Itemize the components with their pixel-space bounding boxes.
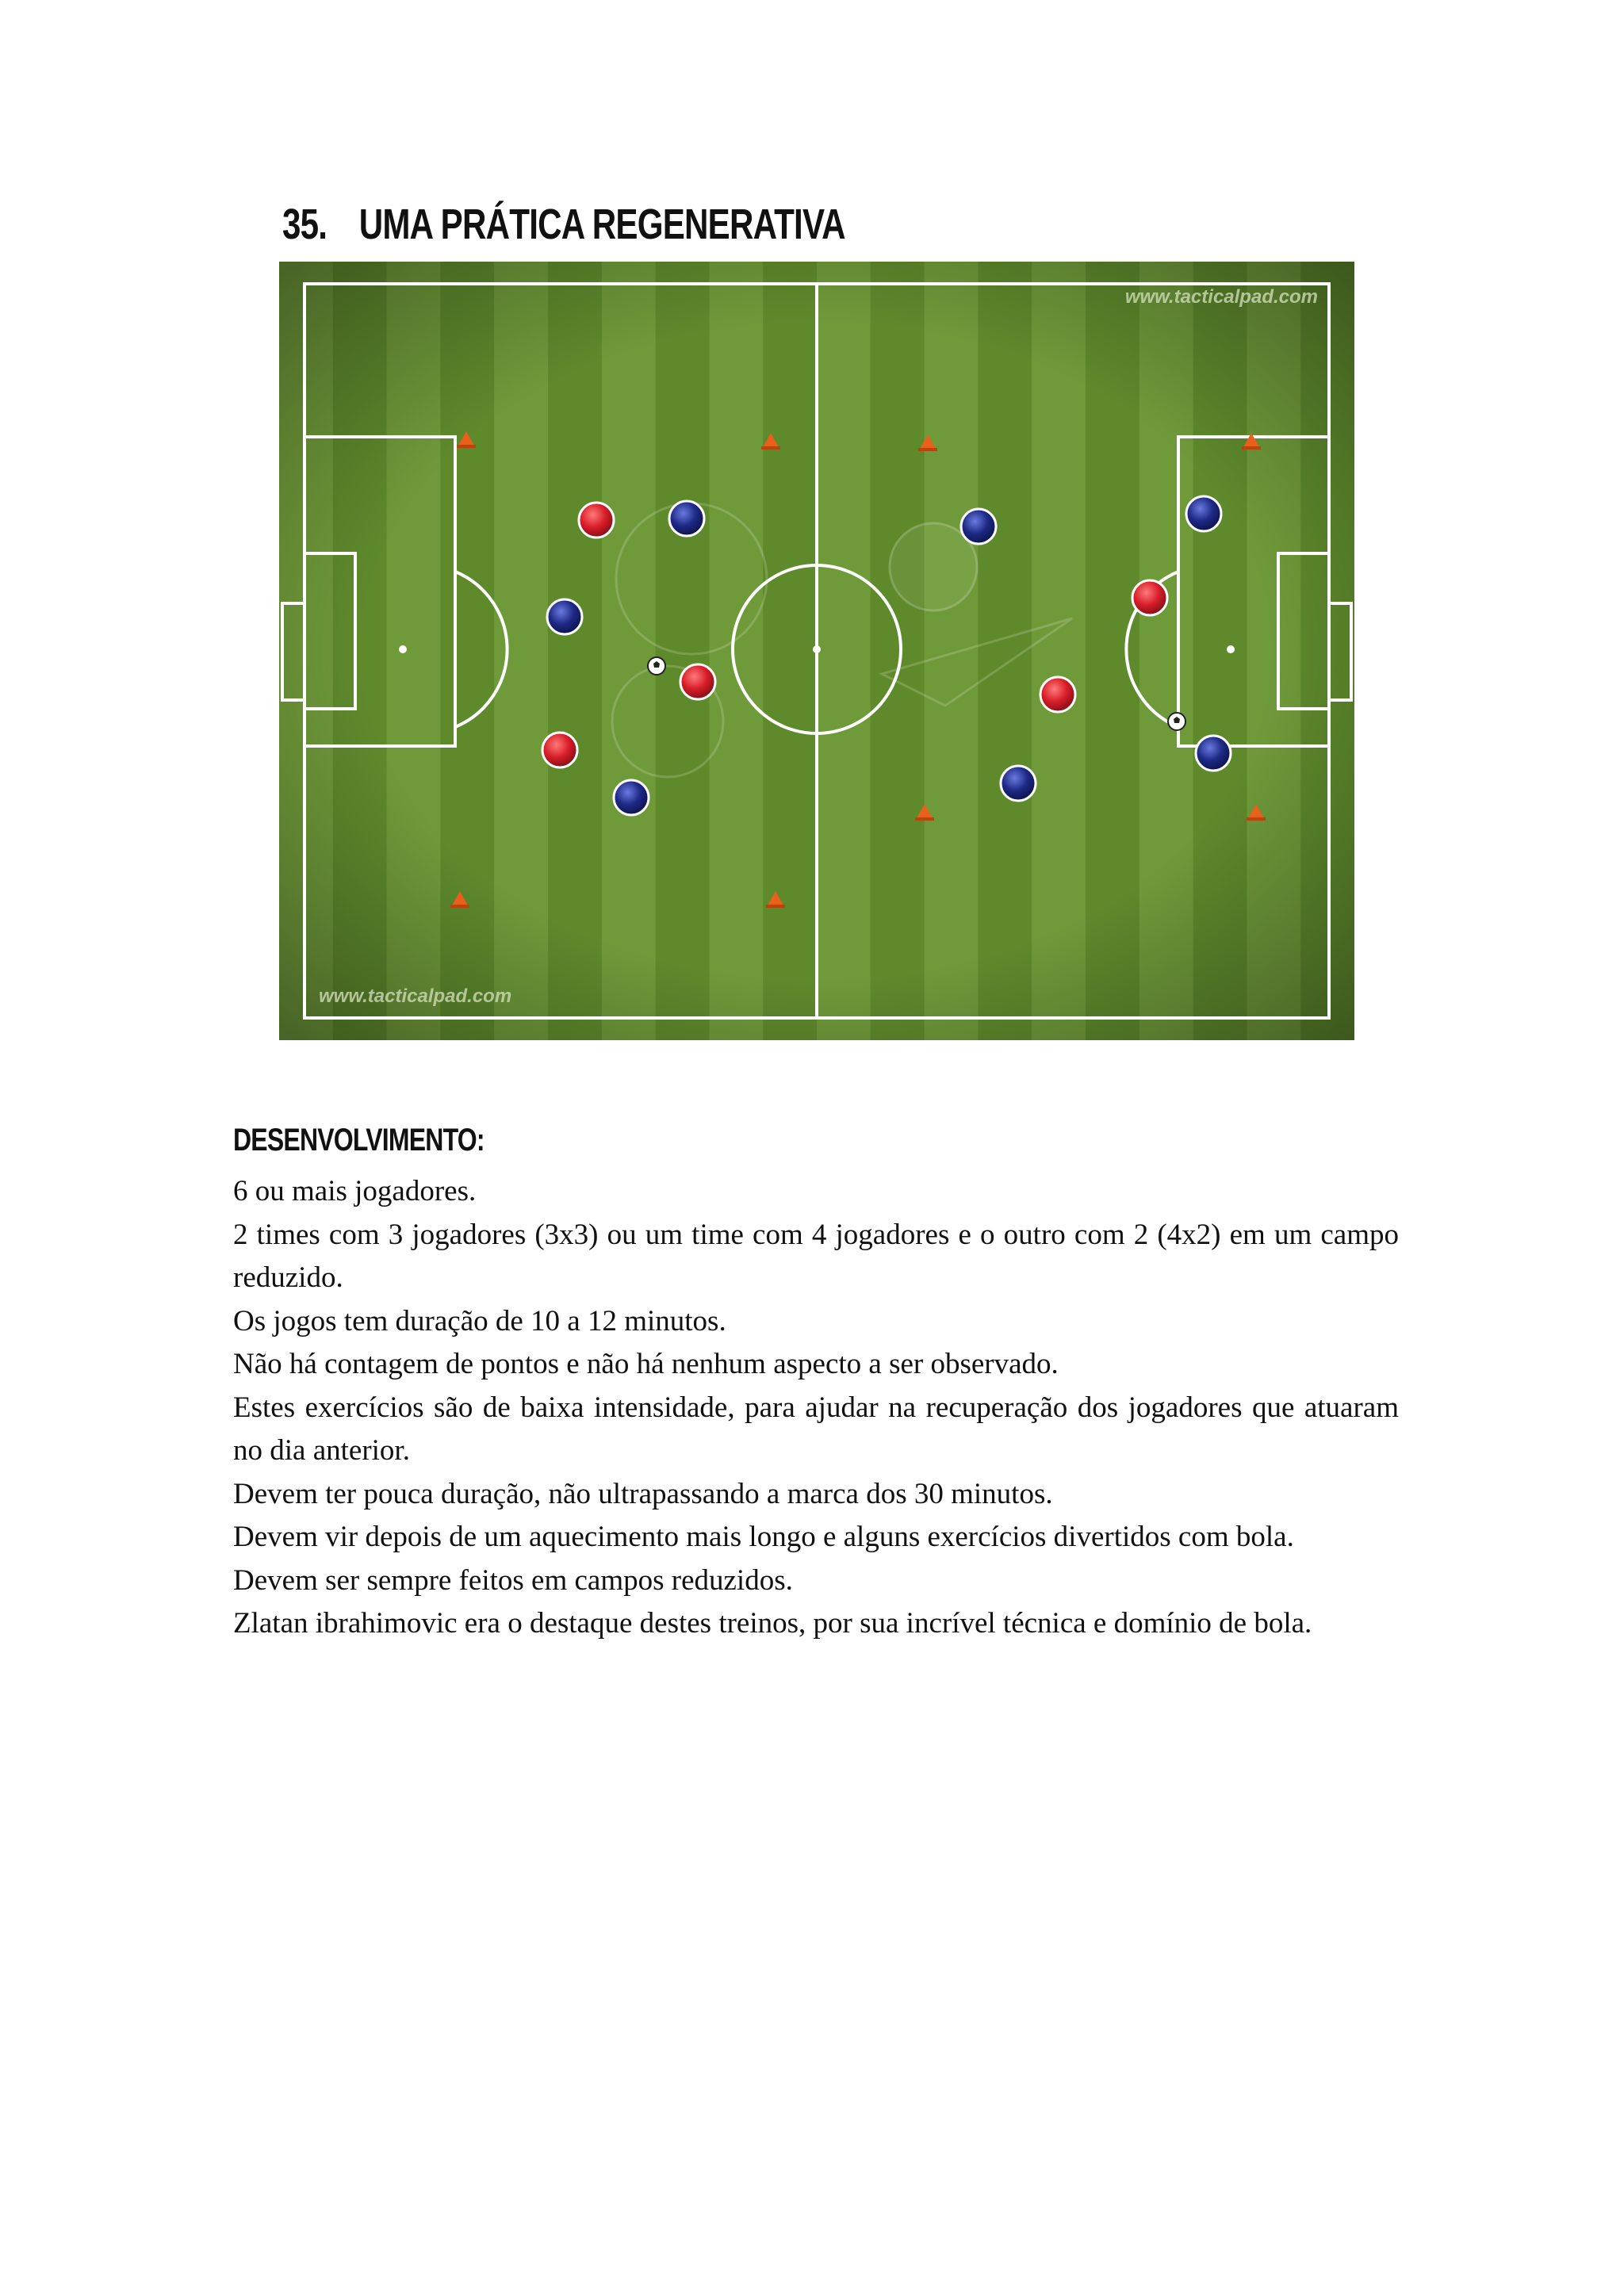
blue-player <box>1186 496 1221 531</box>
red-player <box>1132 580 1167 615</box>
tactical-pitch-diagram <box>279 262 1354 1040</box>
red-player <box>680 664 715 699</box>
section-body <box>233 1170 1399 1646</box>
penalty-spot-right <box>1227 645 1235 653</box>
blue-player <box>669 501 704 536</box>
paragraph: Devem ter pouca duração, não ultrapassando a marca dos 30 minutos. <box>233 1477 1053 1510</box>
paragraph: Não há contagem de pontos e não há nenhum aspecto a ser observado. <box>233 1348 1059 1380</box>
paragraph: 2 times com 3 jogadores (3x3) ou um time com 4 jogadores e o outro com 2 (4x2) em um campo reduzido. <box>233 1218 1399 1294</box>
ball <box>1168 713 1185 730</box>
section-number: 35. <box>282 201 327 248</box>
red-player <box>542 733 577 767</box>
paragraph: Devem ser sempre feitos em campos reduzidos. <box>233 1563 793 1597</box>
blue-player <box>1196 736 1231 771</box>
red-player <box>579 503 614 538</box>
paragraph: Estes exercícios são de baixa intensidade, para ajudar na recuperação dos jogadores que atuaram no dia anterior. <box>233 1391 1399 1467</box>
paragraph: Devem vir depois de um aquecimento mais longo e alguns exercícios divertidos com bola. <box>233 1521 1294 1553</box>
blue-player <box>1001 766 1036 801</box>
center-spot <box>813 645 821 653</box>
paragraph: 6 ou mais jogadores. <box>233 1175 477 1207</box>
blue-player <box>961 509 996 544</box>
red-player <box>1040 677 1075 712</box>
paragraph: Os jogos tem duração de 10 a 12 minutos. <box>233 1304 726 1337</box>
page-title <box>282 200 845 255</box>
penalty-spot-left <box>399 645 407 653</box>
title-text: UMA PRÁTICA REGENERATIVA <box>358 201 845 248</box>
paragraph: Zlatan ibrahimovic era o destaque destes treinos, por sua incrível técnica e domínio de bola. <box>233 1607 1312 1640</box>
blue-player <box>547 599 582 634</box>
watermark-top: www.tacticalpad.com <box>1124 286 1318 308</box>
section-heading: DESENVOLVIMENTO: <box>233 1123 485 1158</box>
watermark-bottom: www.tacticalpad.com <box>319 985 512 1007</box>
blue-player <box>614 780 649 815</box>
ball <box>648 657 665 675</box>
